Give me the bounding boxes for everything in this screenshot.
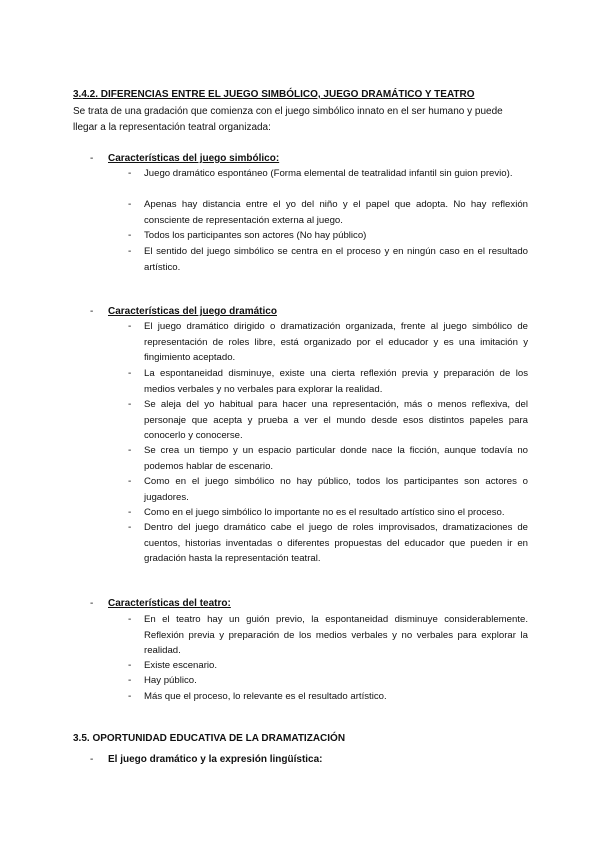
item-dash: - bbox=[128, 522, 132, 533]
intro-paragraph: Se trata de una gradación que comienza con el juego simbólico innato en el ser humano y puede llegar a la representación teatral organizada: bbox=[73, 106, 503, 133]
list-item: Se crea un tiempo y un espacio particular donde nace la ficción, aunque todavía no podemos hablar de escenario. bbox=[144, 445, 528, 472]
section-heading-3-4-2: 3.4.2. DIFERENCIAS ENTRE EL JUEGO SIMBÓLICO, JUEGO DRAMÁTICO Y TEATRO bbox=[73, 89, 475, 100]
list-item: La espontaneidad disminuye, existe una cierta reflexión previa y preparación de los medios verbales y no verbales para explorar la realidad. bbox=[144, 368, 528, 395]
section-bullet: - bbox=[90, 306, 94, 317]
list-item: Más que el proceso, lo relevante es el resultado artístico. bbox=[144, 691, 387, 702]
item-dash: - bbox=[128, 675, 132, 686]
item-dash: - bbox=[128, 230, 132, 241]
list-item: Como en el juego simbólico lo importante no es el resultado artístico sino el proceso. bbox=[144, 507, 505, 518]
section-bullet: - bbox=[90, 754, 94, 765]
item-dash: - bbox=[128, 168, 132, 179]
section-bullet: - bbox=[90, 153, 94, 164]
item-dash: - bbox=[128, 614, 132, 625]
item-dash: - bbox=[128, 445, 132, 456]
list-item: Se aleja del yo habitual para hacer una representación, más o menos reflexiva, del personaje que acepta y prueba a ver el mundo desde esos distintos papeles para conocerlo y conocerse. bbox=[144, 399, 528, 441]
sub-bullet-title: El juego dramático y la expresión lingüística: bbox=[108, 754, 323, 765]
item-dash: - bbox=[128, 246, 132, 257]
list-item: Como en el juego simbólico no hay público, todos los participantes son actores o jugadores. bbox=[144, 476, 528, 503]
section-title-simbolico: Características del juego simbólico: bbox=[108, 153, 280, 164]
list-item: Dentro del juego dramático cabe el juego de roles improvisados, dramatizaciones de cuentos, historias inventadas o diferentes propuestas del educador que pueden ir en gradación hasta la representación teatral. bbox=[144, 522, 528, 564]
item-dash: - bbox=[128, 321, 132, 332]
item-dash: - bbox=[128, 199, 132, 210]
list-item: El sentido del juego simbólico se centra en el proceso y en ningún caso en el resultado artístico. bbox=[144, 246, 528, 273]
section-title-dramatico: Características del juego dramático bbox=[108, 306, 277, 317]
item-dash: - bbox=[128, 507, 132, 518]
item-dash: - bbox=[128, 399, 132, 410]
list-item: Hay público. bbox=[144, 675, 197, 686]
list-item: El juego dramático dirigido o dramatización organizada, frente al juego simbólico de representación de roles libre, está organizado por el educador y es una imitación y fingimiento aceptado. bbox=[144, 321, 528, 363]
item-dash: - bbox=[128, 476, 132, 487]
item-dash: - bbox=[128, 660, 132, 671]
item-dash: - bbox=[128, 691, 132, 702]
item-dash: - bbox=[128, 368, 132, 379]
list-item: Apenas hay distancia entre el yo del niño y el papel que adopta. No hay reflexión consciente de representación externa al juego. bbox=[144, 199, 528, 226]
list-item: Todos los participantes son actores (No hay público) bbox=[144, 230, 367, 241]
list-item: En el teatro hay un guión previo, la espontaneidad disminuye considerablemente. Reflexión previa y preparación de los medios verbales y no verbales para explorar la realidad. bbox=[144, 614, 528, 656]
list-item: Juego dramático espontáneo (Forma elemental de teatralidad infantil sin guion previo). bbox=[144, 168, 513, 179]
section-title-teatro: Características del teatro: bbox=[108, 598, 231, 609]
section-heading-3-5: 3.5. OPORTUNIDAD EDUCATIVA DE LA DRAMATIZACIÓN bbox=[73, 733, 346, 744]
list-item: Existe escenario. bbox=[144, 660, 218, 671]
section-bullet: - bbox=[90, 598, 94, 609]
